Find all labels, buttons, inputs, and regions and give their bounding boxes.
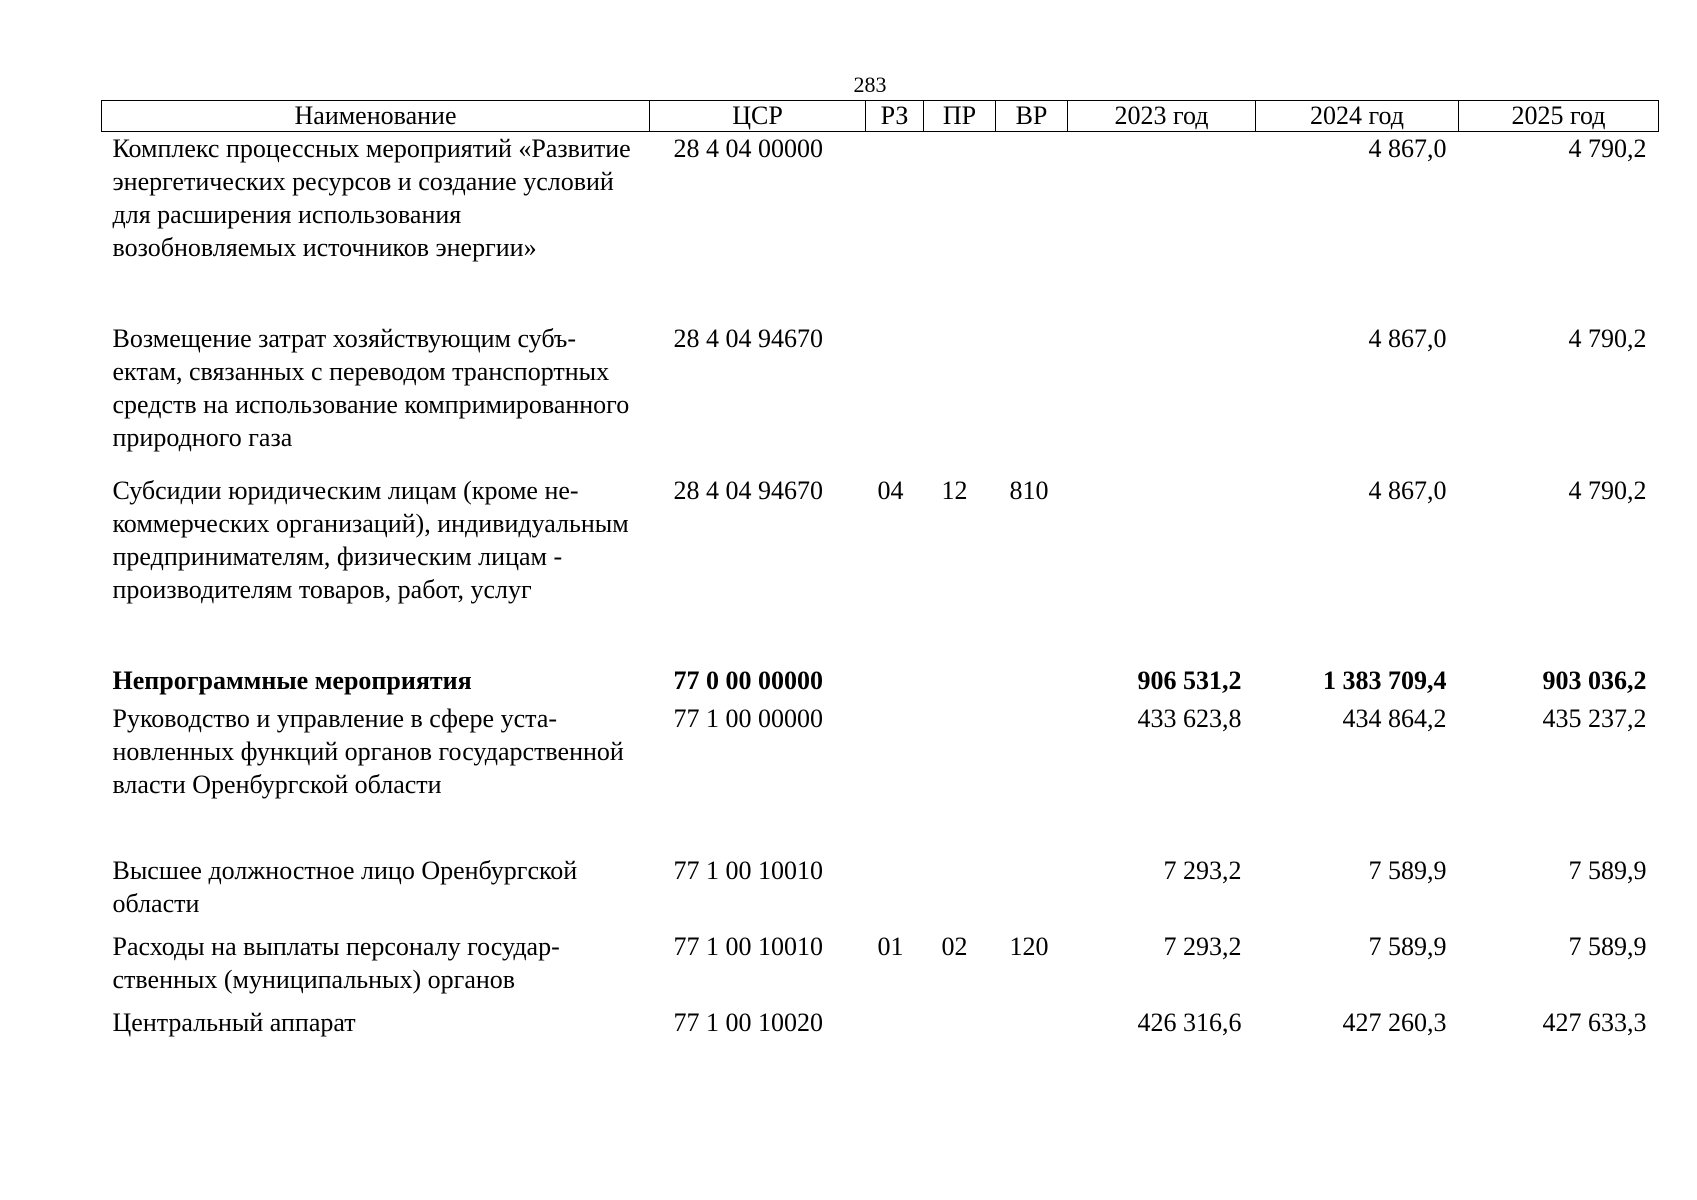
header-2025: 2025 год bbox=[1459, 101, 1659, 132]
table-row bbox=[102, 322, 1659, 474]
row-2024: 427 260,3 bbox=[1342, 1007, 1447, 1037]
header-vr: ВР bbox=[996, 101, 1068, 132]
row-csr: 77 1 00 10010 bbox=[673, 931, 823, 961]
row-csr: 77 1 00 10020 bbox=[673, 1007, 823, 1037]
row-vr bbox=[996, 132, 1068, 322]
row-2024: 1 383 709,4 bbox=[1323, 665, 1447, 695]
row-rz bbox=[866, 1006, 924, 1044]
row-vr bbox=[996, 1006, 1068, 1044]
budget-table bbox=[101, 100, 1659, 1044]
row-2025: 7 589,9 bbox=[1568, 931, 1647, 961]
row-vr bbox=[996, 664, 1068, 702]
row-2024: 434 864,2 bbox=[1342, 703, 1447, 733]
header-pr: ПР bbox=[924, 101, 996, 132]
row-2024: 4 867,0 bbox=[1368, 134, 1447, 163]
row-2023: 433 623,8 bbox=[1137, 703, 1242, 733]
row-rz: 01 bbox=[877, 931, 904, 961]
page-number: 283 bbox=[853, 72, 887, 97]
row-name: Непрограммные мероприятия bbox=[112, 665, 472, 695]
row-2024: 4 867,0 bbox=[1368, 323, 1447, 353]
row-csr: 77 1 00 00000 bbox=[673, 703, 823, 733]
row-vr bbox=[996, 854, 1068, 930]
row-name: Центральный аппарат bbox=[112, 1007, 356, 1037]
row-2023: 7 293,2 bbox=[1163, 855, 1242, 885]
header-csr: ЦСР bbox=[650, 101, 866, 132]
row-2023: 906 531,2 bbox=[1137, 665, 1242, 695]
row-2024: 4 867,0 bbox=[1368, 475, 1447, 505]
row-2025: 4 790,2 bbox=[1568, 134, 1647, 163]
row-2023 bbox=[1068, 132, 1256, 322]
row-2025: 427 633,3 bbox=[1542, 1007, 1647, 1037]
row-rz bbox=[866, 132, 924, 322]
row-csr: 28 4 04 94670 bbox=[673, 323, 823, 353]
table-row bbox=[102, 854, 1659, 930]
table-row bbox=[102, 474, 1659, 664]
row-2023: 426 316,6 bbox=[1137, 1007, 1242, 1037]
row-name: Расходы на выплаты персоналу государственных (муниципальных) органов bbox=[112, 931, 560, 994]
row-pr bbox=[924, 664, 996, 702]
row-rz bbox=[866, 702, 924, 854]
row-name: Руководство и управление в сфере установленных функций органов государственной власти Оренбургской области bbox=[112, 703, 624, 799]
row-pr bbox=[924, 854, 996, 930]
row-2023 bbox=[1068, 322, 1256, 474]
row-rz: 04 bbox=[877, 475, 904, 505]
header-2024: 2024 год bbox=[1256, 101, 1459, 132]
row-name: Субсидии юридическим лицам (кроме некоммерческих организаций), индивидуальным предпринимателям, физическим лицам - производителям товаров, работ, услуг bbox=[112, 475, 629, 604]
row-csr: 77 0 00 00000 bbox=[673, 665, 823, 695]
row-name: Возмещение затрат хозяйствующим субъектам, связанных с переводом транспортных средств на использование компримированного природного газа bbox=[112, 323, 630, 452]
header-2023: 2023 год bbox=[1068, 101, 1256, 132]
table-row-section bbox=[102, 664, 1659, 702]
table-row bbox=[102, 702, 1659, 854]
row-2025: 435 237,2 bbox=[1542, 703, 1647, 733]
row-vr bbox=[996, 322, 1068, 474]
row-csr: 28 4 04 94670 bbox=[673, 475, 823, 505]
row-pr bbox=[924, 1006, 996, 1044]
row-pr: 02 bbox=[941, 931, 968, 961]
row-csr: 28 4 04 00000 bbox=[673, 134, 823, 163]
row-pr bbox=[924, 322, 996, 474]
row-rz bbox=[866, 854, 924, 930]
row-vr bbox=[996, 702, 1068, 854]
row-csr: 77 1 00 10010 bbox=[673, 855, 823, 885]
table-row bbox=[102, 132, 1659, 322]
row-2024: 7 589,9 bbox=[1368, 855, 1447, 885]
row-2025: 903 036,2 bbox=[1542, 665, 1647, 695]
table-row bbox=[102, 1006, 1659, 1044]
row-name: Высшее должностное лицо Оренбургской области bbox=[112, 855, 578, 918]
row-rz bbox=[866, 322, 924, 474]
row-2023: 7 293,2 bbox=[1163, 931, 1242, 961]
row-name: Комплекс процессных мероприятий «Развитие энергетических ресурсов и создание условий для расширения использования возобновляемых источников энергии» bbox=[112, 134, 631, 262]
table-row bbox=[102, 930, 1659, 1006]
row-pr bbox=[924, 132, 996, 322]
row-rz bbox=[866, 664, 924, 702]
table-header-row bbox=[102, 101, 1659, 132]
row-pr: 12 bbox=[941, 475, 968, 505]
row-2025: 4 790,2 bbox=[1568, 323, 1647, 353]
row-pr bbox=[924, 702, 996, 854]
row-2023 bbox=[1068, 474, 1256, 664]
header-rz: РЗ bbox=[866, 101, 924, 132]
row-vr: 120 bbox=[1009, 931, 1049, 961]
row-2024: 7 589,9 bbox=[1368, 931, 1447, 961]
row-vr: 810 bbox=[1009, 475, 1049, 505]
row-2025: 4 790,2 bbox=[1568, 475, 1647, 505]
row-2025: 7 589,9 bbox=[1568, 855, 1647, 885]
header-name: Наименование bbox=[102, 101, 650, 132]
